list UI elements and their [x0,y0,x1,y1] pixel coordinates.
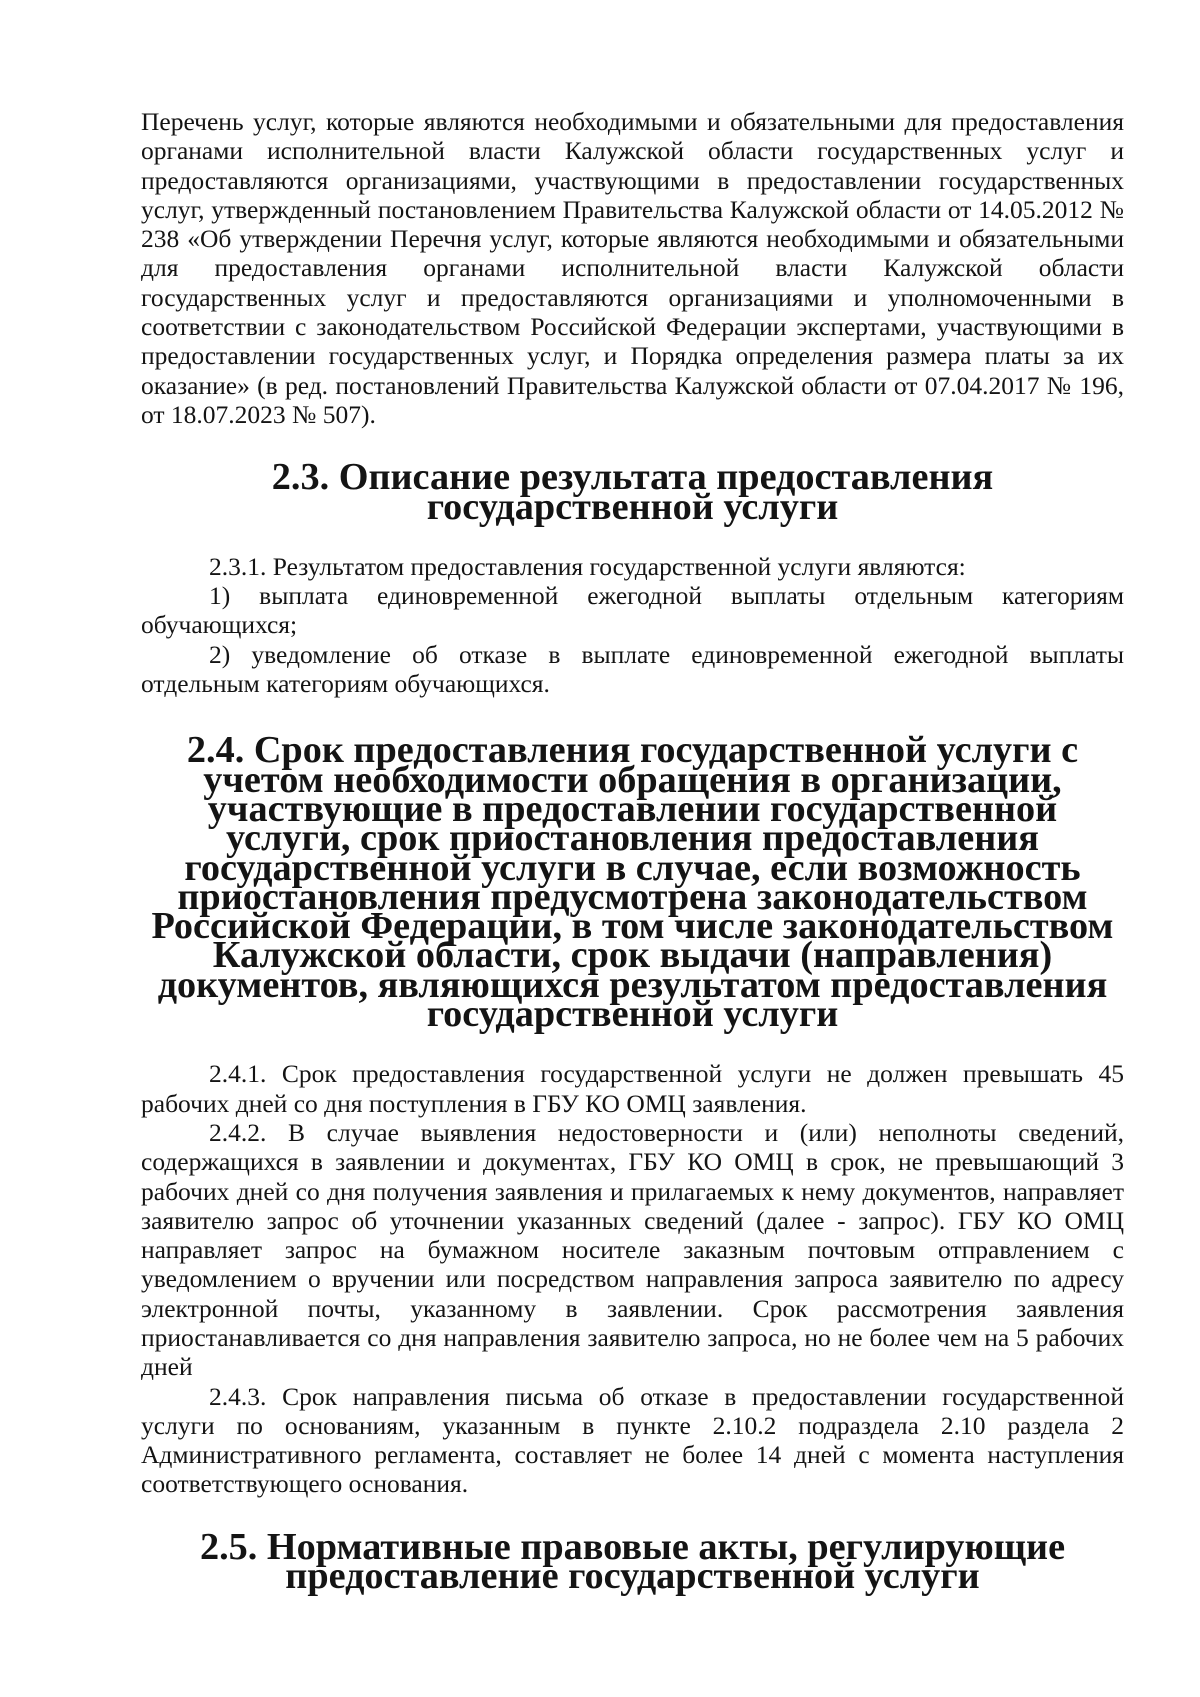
section-2-3-heading: 2.3. Описание результата предоставления государственной услуги [271,456,994,528]
section-2-4-3-paragraph: 2.4.3. Срок направления письма об отказе в предоставлении государственной услуги по основаниям, указанным в пункте 2.10.2 подраздела 2.10 раздела 2 Административного регламента, составляет не более 14 дней с момента наступления соответствующего основания. [141,1381,1124,1499]
section-2-4-heading: 2.4. Срок предоставления государственной услуги с учетом необходимости обращения в организации, участвующие в предоставлении государственной услуги, срок приостановления предоставления государственной услуги в случае, если возможность приостановления предусмотрена законодательством Российской Федерации, в том числе законодательством Калужской области, срок выдачи (направления) документов, являющихся результатом предоставления государственной услуги [151,729,1114,1036]
section-2-3-item-1: 1) выплата единовременной ежегодной выплаты отдельным категориям обучающихся; [141,581,1124,640]
section-2-3-1-paragraph: 2.3.1. Результатом предоставления государственной услуги являются: [209,551,966,581]
section-2-4-2-paragraph: 2.4.2. В случае выявления недостоверности и (или) неполноты сведений, содержащихся в заявлении и документах, ГБУ КО ОМЦ в срок, не превышающий 3 рабочих дней со дня получения заявления и прилагаемых к нему документов, направляет заявителю запрос об уточнении указанных сведений (далее - запрос). ГБУ КО ОМЦ направляет запрос на бумажном носителе заказным почтовым отправлением с уведомлением о вручении или посредством направления запроса заявителю по адресу электронной почты, указанному в заявлении. Срок рассмотрения заявления приостанавливается со дня направления заявителю запроса, но не более чем на 5 рабочих дней [141,1117,1124,1382]
intro-paragraph: Перечень услуг, которые являются необходимыми и обязательными для предоставления органами исполнительной власти Калужской области государственных услуг и предоставляются организациями, участвующими в предоставлении государственных услуг, утвержденный постановлением Правительства Калужской области от 14.05.2012 № 238 «Об утверждении Перечня услуг, которые являются необходимыми и обязательными для предоставления органами исполнительной власти Калужской области государственных услуг и предоставляются организациями и уполномоченными в соответствии с законодательством Российской Федерации экспертами, участвующими в предоставлении государственных услуг, и Порядка определения размера платы за их оказание» (в ред. постановлений Правительства Калужской области от 07.04.2017 № 196, от 18.07.2023 № 507). [141,107,1124,429]
section-2-4-1-paragraph: 2.4.1. Срок предоставления государственной услуги не должен превышать 45 рабочих дней со дня поступления в ГБУ КО ОМЦ заявления. [141,1059,1124,1118]
document-page [141,107,1124,1598]
section-2-3-item-2: 2) уведомление об отказе в выплате единовременной ежегодной выплаты отдельным категориям обучающихся. [141,639,1124,699]
section-2-5-heading: 2.5. Нормативные правовые акты, регулирующие предоставление государственной услуги [199,1525,1066,1598]
